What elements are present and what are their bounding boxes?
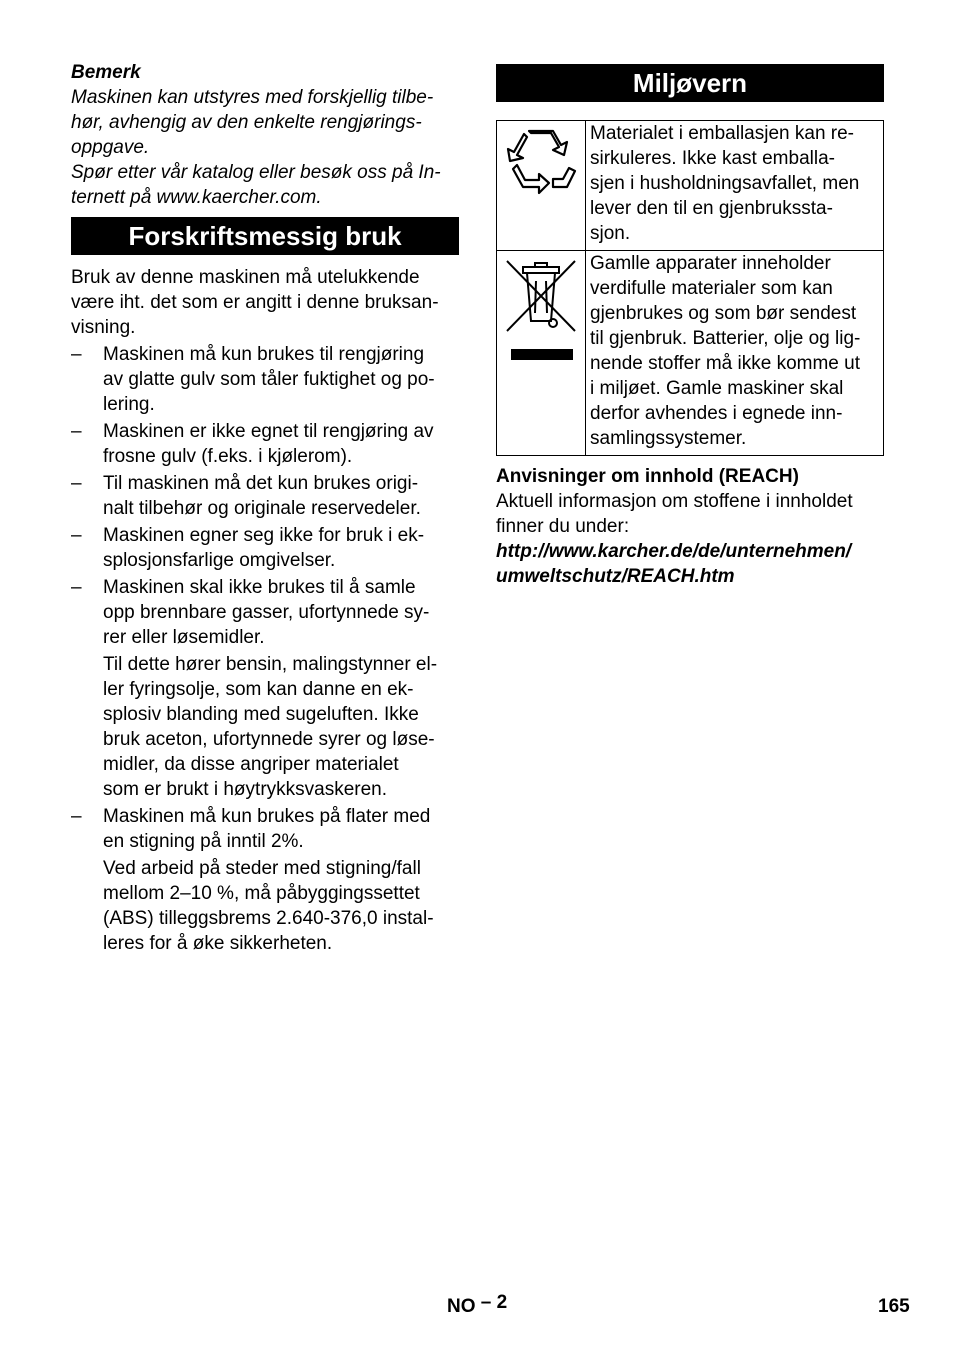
reach-text: Aktuell informasjon om stoffene i innholdet finner du under: <box>496 491 853 537</box>
list-item-note: Til dette hører bensin, malingstynner el- ler fyringsolje, som kan danne en ek- splosiv blanding med sugeluften. Ikke bruk aceton, ufortynnede syrer og løse- midler, da disse angriper materialet som er brukt i høytrykksvaskeren. <box>103 654 438 800</box>
crossed-bin-text: Gamlle apparater inneholder verdifulle materialer som kan gjenbrukes og som bør sendest til gjenbruk. Batterier, olje og lig- nende stoffer må ikke komme ut i miljøet. Gamle maskiner skal derfor avhendes i egnede inn- samlingssystemer. <box>586 251 884 456</box>
footer-section <box>447 1292 508 1318</box>
footer-section-number: 2 <box>496 1292 508 1313</box>
footer-language: NO <box>447 1296 476 1317</box>
list-item: – Maskinen skal ikke brukes til å samle opp brennbare gasser, ufortynnede sy- rer eller løsemidler. Til dette hører bensin, malingstynner el- ler fyringsolje, som kan danne en ek- splosiv blanding med sugeluften. Ikke bruk aceton, ufortynnede syrer og løse- midler, da disse angriper materialet som er brukt i høytrykksvaskeren. <box>71 575 459 802</box>
right-column <box>496 64 884 589</box>
recycling-icon <box>501 121 581 211</box>
reach-title: Anvisninger om innhold (REACH) <box>496 466 799 487</box>
note-text: Maskinen kan utstyres med forskjellig tilbe- hør, avhengig av den enkelte rengjørings- oppgave. Spør etter vår katalog eller besøk oss på In- ternett på www.kaercher.com. <box>71 87 441 208</box>
list-item: – Maskinen må kun brukes til rengjøring av glatte gulv som tåler fuktighet og po- lering. <box>71 344 435 415</box>
intended-use-heading: Forskriftsmessig bruk <box>71 217 459 255</box>
table-row <box>497 251 884 456</box>
environment-heading: Miljøvern <box>496 64 884 102</box>
page-number: 165 <box>878 1296 910 1317</box>
list-item: – Til maskinen må det kun brukes origi- nalt tilbehør og originale reservedeler. <box>71 473 421 519</box>
crossed-bin-cell <box>497 251 586 456</box>
environment-table <box>496 120 884 456</box>
note-title: Bemerk <box>71 62 141 83</box>
table-row <box>497 121 884 251</box>
footer-dash: – <box>480 1292 492 1313</box>
intended-use-list <box>71 342 459 956</box>
left-column <box>71 60 459 956</box>
reach-link[interactable]: http://www.karcher.de/de/unternehmen/ umweltschutz/REACH.htm <box>496 541 852 587</box>
list-item-note: Ved arbeid på steder med stigning/fall mellom 2–10 %, må påbyggingssettet (ABS) tilleggsbrems 2.640-376,0 instal- leres for å øke sikkerheten. <box>103 858 434 954</box>
list-item: – Maskinen er ikke egnet til rengjøring av frosne gulv (f.eks. i kjølerom). <box>71 421 434 467</box>
recycling-text: Materialet i emballasjen kan re- sirkuleres. Ikke kast emballa- sjen i husholdningsavfallet, men lever den til en gjenbrukssta- sjon. <box>586 121 884 251</box>
intended-use-intro: Bruk av denne maskinen må utelukkende være iht. det som er angitt i denne bruksan- visning. <box>71 267 439 338</box>
reach-section <box>496 464 884 589</box>
list-item: – Maskinen egner seg ikke for bruk i ek- splosjonsfarlige omgivelser. <box>71 525 425 571</box>
list-item: – Maskinen må kun brukes på flater med en stigning på inntil 2%. Ved arbeid på steder med stigning/fall mellom 2–10 %, må påbyggingssettet (ABS) tilleggsbrems 2.640-376,0 instal- leres for å øke sikkerheten. <box>71 804 459 956</box>
crossed-bin-icon <box>501 251 581 371</box>
recycling-cell <box>497 121 586 251</box>
